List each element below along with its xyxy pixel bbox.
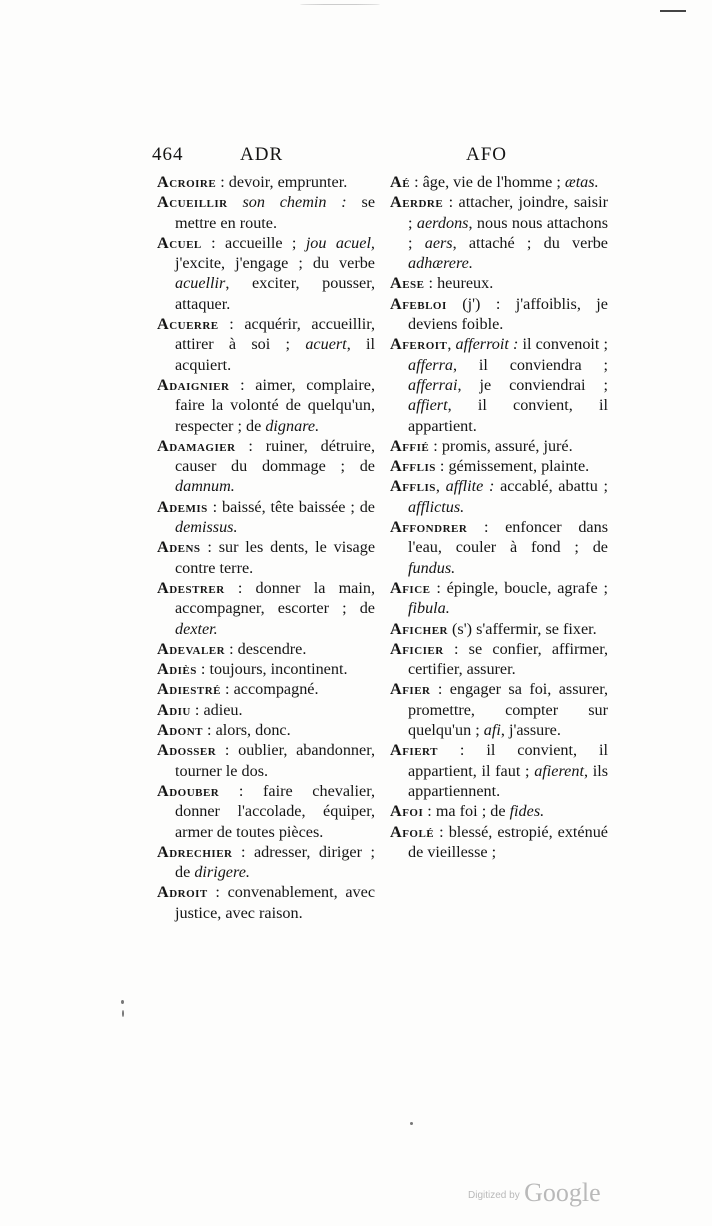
italic-term: afflictus. [408, 497, 465, 516]
dictionary-entry [390, 273, 608, 293]
dictionary-entry [157, 882, 375, 923]
definition: : épingle, boucle, agrafe ; [430, 578, 608, 597]
headword: Affié [390, 436, 430, 455]
italic-term: afferroit : [455, 335, 519, 354]
definition: : aimer, complaire, faire la volonté de quelqu'un, respecter ; de [175, 375, 375, 435]
dictionary-entry [157, 578, 375, 639]
definition: : toujours, incontinent. [196, 660, 348, 679]
dictionary-entry [157, 659, 375, 679]
dictionary-entry [157, 639, 375, 659]
headword: Adens [157, 538, 201, 557]
headword: Ademis [157, 497, 208, 516]
dictionary-entry [157, 842, 375, 883]
dictionary-entry [157, 192, 375, 233]
headword: Afoi [390, 802, 424, 821]
top-rule [660, 10, 686, 12]
dictionary-entry [157, 233, 375, 314]
headword: Adiu [157, 700, 191, 719]
headword: Afice [390, 578, 431, 597]
page-number: 464 [152, 144, 184, 165]
headword: Adont [157, 721, 203, 740]
italic-term: afferrai [408, 375, 458, 394]
italic-term: aers [424, 233, 453, 252]
headword: Adroit [157, 883, 208, 902]
right-guide-word: AFO [466, 144, 508, 165]
headword: Afolé [390, 822, 435, 841]
speck [410, 1122, 413, 1125]
italic-term: fundus. [408, 558, 456, 577]
headword: Adiestré [157, 680, 221, 699]
right-column [390, 172, 608, 862]
watermark-google: Google [524, 1178, 601, 1207]
definition: , nous nous attachons ; [408, 213, 609, 252]
italic-term: dirigere. [194, 863, 250, 882]
definition: se mettre en route. [175, 193, 376, 232]
headword: Afiert [390, 741, 438, 760]
definition [228, 193, 243, 211]
definition: , attaché ; du verbe [452, 233, 608, 252]
dictionary-entry [390, 456, 608, 476]
headword: Adaignier [157, 375, 230, 394]
definition: : adieu. [190, 700, 243, 719]
italic-term: afierent [534, 761, 584, 780]
dictionary-entry [390, 822, 608, 863]
definition: accablé, abattu ; [494, 477, 609, 496]
definition: : engager sa foi, assurer, promettre, compter sur quelqu'un ; [408, 680, 608, 740]
headword: Adrechier [157, 842, 233, 861]
definition: : attacher, joindre, saisir ; [408, 193, 608, 232]
dictionary-entry [390, 476, 608, 517]
dictionary-entry [157, 497, 375, 538]
italic-term: fibula. [408, 599, 450, 618]
italic-term: acuert [305, 335, 347, 354]
dictionary-entry [390, 578, 608, 619]
dictionary-entry [390, 192, 608, 273]
definition: : se confier, affirmer, certifier, assurer. [408, 639, 608, 679]
left-guide-word: ADR [240, 144, 284, 165]
definition: , exciter, pousser, attaquer. [175, 274, 375, 313]
definition: (s') s'affermir, se fixer. [447, 619, 597, 638]
digitized-watermark [468, 1178, 601, 1208]
definition: (j') : j'affoiblis, je deviens foible. [408, 294, 608, 334]
dictionary-entry [157, 781, 375, 842]
headword: Acuel [157, 233, 202, 252]
headword: Afier [390, 680, 431, 699]
definition: : adresser, diriger ; de [175, 842, 375, 882]
top-smudge [300, 4, 380, 5]
definition: : ma foi ; de [423, 802, 510, 821]
dictionary-entry [390, 801, 608, 821]
definition: , je conviendrai ; [457, 375, 608, 394]
definition: : oublier, abandonner, tourner le dos. [175, 741, 375, 780]
definition: : promis, assuré, juré. [429, 436, 573, 455]
italic-term: demissus. [175, 518, 238, 537]
dictionary-entry [390, 334, 608, 435]
definition: : baissé, tête baissée ; de [207, 497, 375, 516]
headword: Aferoit [390, 335, 448, 354]
dictionary-entry [390, 172, 608, 192]
definition: : accompagné. [221, 680, 319, 699]
definition: : acquérir, accueillir, attirer à soi ; [175, 315, 375, 354]
dictionary-entry [157, 172, 375, 192]
headword: Adouber [157, 781, 220, 800]
definition: : accueille ; [201, 233, 306, 252]
definition: : alors, donc. [202, 721, 291, 740]
left-column [157, 172, 375, 923]
italic-term: jou acuel, [305, 233, 375, 252]
definition: : gémissement, plainte. [435, 457, 590, 476]
dictionary-entry [157, 679, 375, 699]
definition: , il acquiert. [175, 335, 376, 374]
italic-term: son chemin : [242, 193, 347, 212]
headword: Aese [390, 274, 425, 293]
italic-term: adhærere. [408, 254, 473, 273]
italic-term: afferra [408, 355, 453, 374]
italic-term: damnum. [175, 477, 235, 496]
definition: , il conviendra ; [452, 355, 608, 374]
definition: , [435, 477, 446, 496]
definition: : faire chevalier, donner l'accolade, équiper, armer de toutes pièces. [175, 781, 375, 841]
definition: : donner la main, accompagner, escorter ; de [175, 578, 375, 618]
definition: , il convient, il appartient. [408, 396, 608, 435]
dictionary-entry [157, 314, 375, 375]
italic-term: ætas. [564, 173, 599, 191]
dictionary-entry [157, 720, 375, 740]
definition: : enfoncer dans l'eau, couler à fond ; de [408, 518, 608, 557]
speck [122, 1010, 124, 1017]
dictionary-entry [390, 619, 608, 639]
definition: , ils appartiennent. [408, 761, 608, 800]
definition: : blessé, estropié, exténué de vieillesse ; [408, 822, 608, 861]
italic-term: aerdons [416, 213, 469, 232]
headword: Affondrer [390, 518, 468, 537]
definition: : âge, vie de l'homme ; [410, 173, 565, 191]
definition: : sur les dents, le visage contre terre. [175, 538, 375, 577]
dictionary-entry [157, 375, 375, 436]
headword: Aé [390, 173, 411, 191]
definition: : ruiner, détruire, causer du dommage ; de [175, 436, 375, 476]
definition: : heureux. [424, 274, 494, 293]
italic-term: dexter. [175, 619, 218, 638]
headword: Acuerre [157, 315, 219, 334]
definition: , [447, 335, 456, 354]
headword: Aficier [390, 639, 444, 658]
headword: Adevaler [157, 639, 226, 658]
dictionary-entry [157, 740, 375, 781]
headword: Aerdre [390, 193, 444, 212]
dictionary-entry [157, 436, 375, 497]
definition: il convenoit ; [518, 335, 609, 354]
running-header [150, 144, 610, 172]
italic-term: dignare. [265, 416, 320, 435]
dictionary-entry [390, 679, 608, 740]
dictionary-entry [390, 436, 608, 456]
italic-term: affiert [408, 396, 448, 415]
dictionary-entry [390, 294, 608, 335]
headword: Acueillir [157, 193, 228, 212]
italic-term: acuellir [175, 274, 226, 293]
italic-term: afflite : [445, 477, 495, 496]
italic-term: fides. [509, 802, 545, 821]
dictionary-entry [157, 700, 375, 720]
headword: Adestrer [157, 578, 225, 597]
headword: Adamagier [157, 436, 236, 455]
definition: , j'assure. [500, 721, 561, 740]
italic-term: afi [483, 721, 501, 740]
dictionary-entry [390, 517, 608, 578]
headword: Afflis [390, 477, 436, 496]
headword: Adosser [157, 741, 217, 760]
headword: Aficher [390, 619, 448, 638]
definition: : convenablement, avec justice, avec raison. [175, 883, 375, 922]
definition: : il convient, il appartient, il faut ; [408, 741, 608, 780]
definition: : devoir, emprunter. [216, 173, 348, 191]
headword: Acroire [157, 173, 217, 191]
speck [121, 1000, 124, 1004]
definition: j'excite, j'engage ; du verbe [175, 254, 375, 273]
headword: Afflis [390, 457, 436, 476]
headword: Afebloi [390, 294, 447, 313]
headword: Adiès [157, 660, 197, 679]
definition: : descendre. [225, 639, 307, 658]
dictionary-entry [390, 740, 608, 801]
dictionary-entry [390, 639, 608, 680]
watermark-small: Digitized by [468, 1190, 520, 1201]
dictionary-entry [157, 537, 375, 578]
